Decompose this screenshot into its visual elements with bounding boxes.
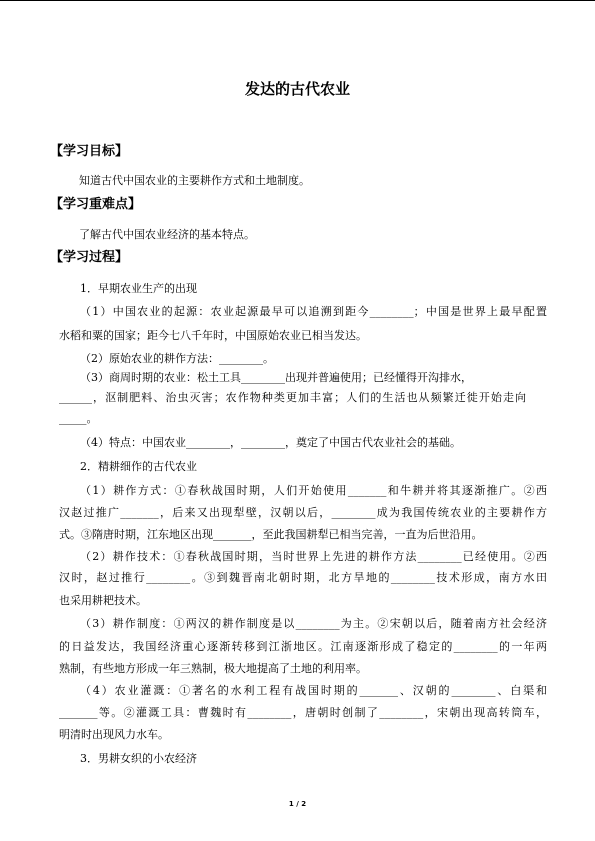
key-points-text: 了解古代中国农业经济的基本特点。 bbox=[79, 228, 255, 241]
paragraph-line: （1）耕作方式：①春秋战国时期，人们开始使用_______和牛耕并将其逐渐推广。②西 bbox=[80, 484, 547, 497]
paragraph-line: _____。 bbox=[59, 412, 98, 425]
paragraph-line: _______等。②灌溉工具：曹魏时有________，唐朝时创制了________，宋朝出现高转筒车， bbox=[59, 706, 547, 719]
paragraph-line: 也采用耕耙技术。 bbox=[59, 594, 147, 607]
page-number: 1 / 2 bbox=[288, 800, 307, 808]
paragraph-line: （2）原始农业的耕作方法：________。 bbox=[80, 352, 274, 365]
paragraph-line: 水稻和粟的国家；距今七八千年时，中国原始农业已相当发达。 bbox=[59, 329, 367, 342]
page-top-rule bbox=[0, 0, 595, 1]
paragraph-line: ______，沤制肥料、治虫灭害；农作物种类更加丰富；人们的生活也从频繁迁徙开始走向 bbox=[59, 391, 526, 404]
paragraph-line: （4）特点：中国农业________，________，奠定了中国古代农业社会的基础。 bbox=[80, 436, 461, 449]
paragraph-line: 式。③隋唐时期，江东地区出现_______，至此我国耕犁已相当完善，一直为后世沿用。 bbox=[59, 528, 483, 541]
paragraph-line: （3）耕作制度：①两汉的耕作制度是以________为主。②宋朝以后，随着南方社会经济 bbox=[80, 617, 547, 630]
paragraph-line: 明清时出现风力水车。 bbox=[59, 728, 169, 741]
section-3-title: 3．男耕女织的小农经济 bbox=[80, 752, 197, 765]
section-2-title: 2．精耕细作的古代农业 bbox=[80, 460, 197, 473]
key-points-heading: 【学习重难点】 bbox=[50, 197, 142, 212]
page-title: 发达的古代农业 bbox=[244, 80, 350, 98]
learning-goal-text: 知道古代中国农业的主要耕作方式和土地制度。 bbox=[79, 174, 310, 187]
paragraph-line: （1）中国农业的起源：农业起源最早可以追溯到距今________；中国是世界上最早配置 bbox=[80, 305, 547, 318]
paragraph-line: （4）农业灌溉：①著名的水利工程有战国时期的_______、汉朝的________、白渠和 bbox=[80, 684, 547, 697]
paragraph-line: 汉赵过推广_______，后来又出现犁壁，汉朝以后，________成为我国传统农业的主要耕作方 bbox=[59, 506, 547, 519]
learning-goal-heading: 【学习目标】 bbox=[50, 144, 129, 159]
paragraph-line: 熟制，有些地方形成一年三熟制，极大地提高了土地的利用率。 bbox=[59, 662, 367, 675]
paragraph-line: （3）商周时期的农业：松土工具________出现并普遍使用；已经懂得开沟排水， bbox=[80, 371, 472, 384]
section-1-title: 1．早期农业生产的出现 bbox=[80, 282, 197, 295]
paragraph-line: （2）耕作技术：①春秋战国时期，当时世界上先进的耕作方法________已经使用。②西 bbox=[80, 550, 547, 563]
learning-process-heading: 【学习过程】 bbox=[50, 250, 129, 265]
paragraph-line: 的日益发达，我国经济重心逐渐转移到江浙地区。江南逐渐形成了稳定的________的一年两 bbox=[59, 640, 547, 653]
paragraph-line: 汉时，赵过推行________。③到魏晋南北朝时期，北方旱地的________技术形成，南方水田 bbox=[59, 571, 547, 584]
